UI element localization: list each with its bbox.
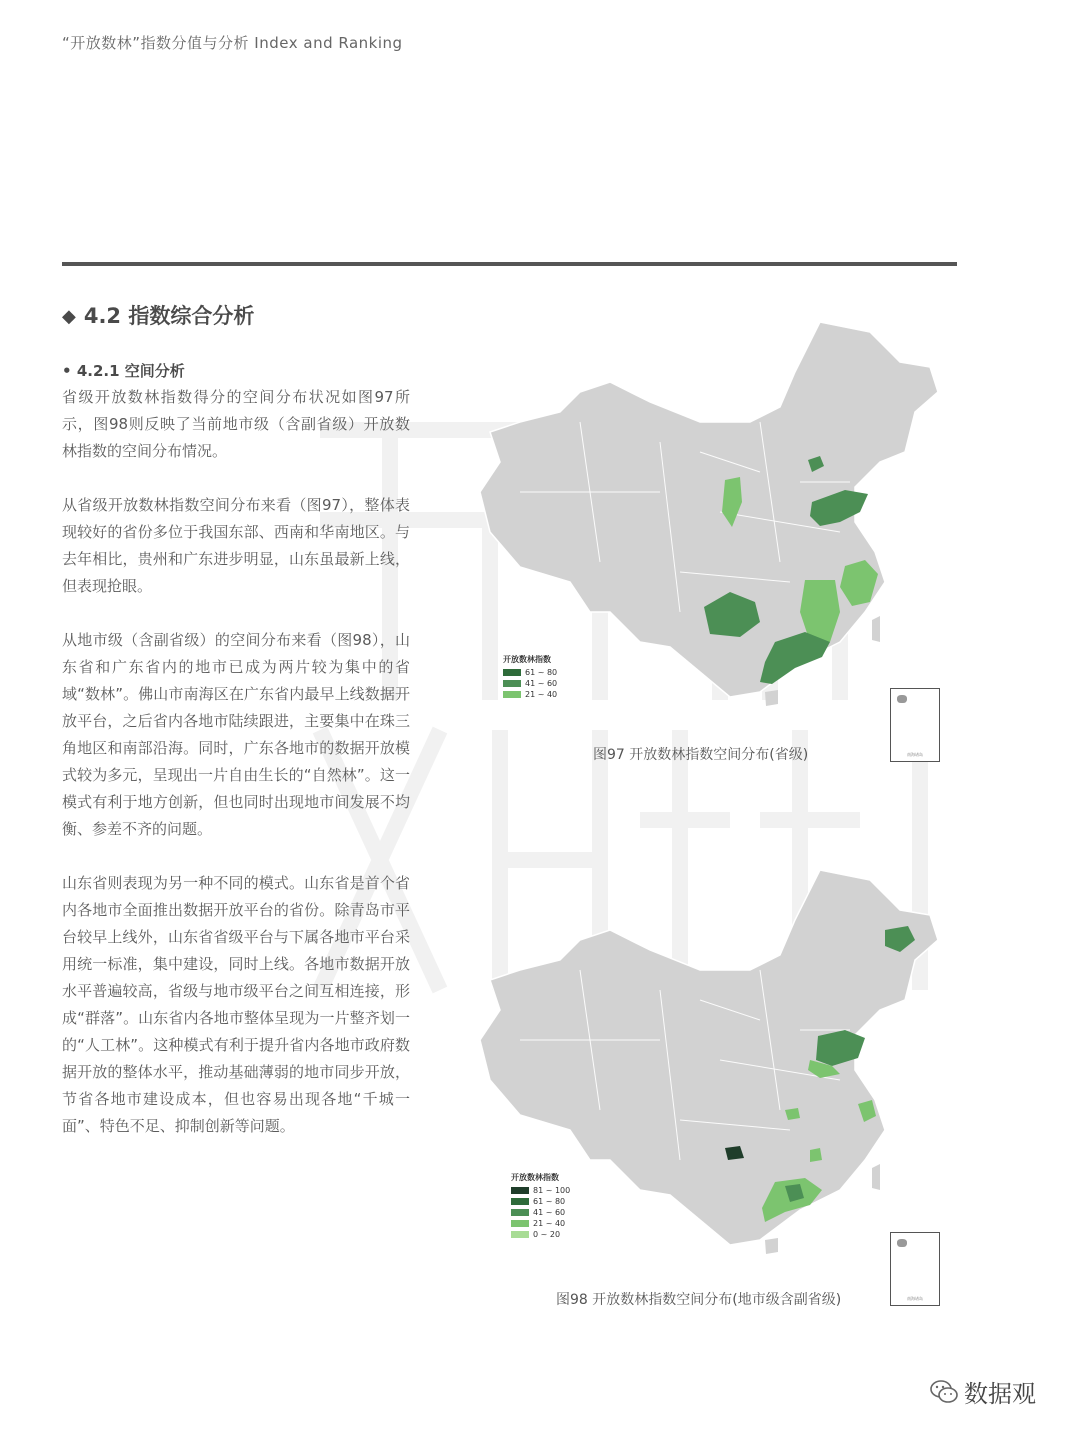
figure-97-caption: 图97 开放数林指数空间分布(省级) (593, 747, 809, 763)
legend-label: 61 ~ 80 (525, 668, 558, 677)
legend-row (503, 689, 557, 700)
legend-swatch (503, 691, 521, 698)
legend-row (503, 678, 557, 689)
paragraph-1: 省级开放数林指数得分的空间分布状况如图97所示，图98则反映了当前地市级（含副省级）开放数林指数的空间分布情况。 (62, 388, 410, 460)
inset-label: 南海诸岛 (907, 752, 923, 757)
city-jiangxi-cities (810, 1148, 822, 1162)
inset-island (897, 1239, 907, 1247)
china-outline (480, 322, 938, 697)
legend-label: 41 ~ 60 (525, 679, 558, 688)
legend-fig98 (511, 1172, 570, 1240)
legend-swatch (511, 1198, 529, 1205)
south-china-sea-inset (890, 1232, 940, 1306)
running-header: “开放数林”指数分值与分析 Index and Ranking (62, 34, 403, 52)
legend-label: 41 ~ 60 (533, 1208, 566, 1217)
legend-swatch (511, 1187, 529, 1194)
legend-row (511, 1207, 570, 1218)
hainan-island (765, 1238, 778, 1254)
legend-swatch (511, 1220, 529, 1227)
bullet-dot-icon: • (62, 362, 77, 380)
legend-row (511, 1218, 570, 1229)
paragraph-4: 山东省则表现为另一种不同的模式。山东省是首个省内各地市全面推出数据开放平台的省份。除青岛市平台较早上线外，山东省省级平台与下属各地市平台采用统一标准，集中建设，同时上线。各地市数据开放水平普遍较高，省级与地市级平台之间互相连接，形成“群落”。山东省内各地市整体呈现为一片整齐划一的“人工林”。这种模式有利于提升省内各地市政府数据开放的整体水平，推动基础薄弱的地市同步开放，节省各地市建设成本，但也容易出现各地“千城一面”、特色不足、抑制创新等问题。 (62, 874, 410, 1135)
legend-label: 21 ~ 40 (525, 690, 558, 699)
legend-swatch (511, 1231, 529, 1238)
legend-label: 61 ~ 80 (533, 1197, 566, 1206)
legend-fig97 (503, 654, 557, 700)
legend-row (511, 1196, 570, 1207)
legend-title: 开放数林指数 (503, 655, 551, 664)
source-badge (930, 1374, 1036, 1409)
legend-label: 21 ~ 40 (533, 1219, 566, 1228)
figure-98-caption: 图98 开放数林指数空间分布(地市级含副省级) (556, 1292, 842, 1308)
source-badge-label: 数据观 (964, 1380, 1036, 1408)
taiwan-island (872, 1164, 880, 1190)
legend-row (511, 1185, 570, 1196)
legend-swatch (503, 680, 521, 687)
province-map (460, 312, 950, 712)
paragraph-2: 从省级开放数林指数空间分布来看（图97），整体表现较好的省份多位于我国东部、西南和华南地区。与去年相比，贵州和广东进步明显，山东虽最新上线，但表现抢眼。 (62, 496, 410, 595)
paragraph-3: 从地市级（含副省级）的空间分布来看（图98），山东省和广东省内的地市已成为两片较为集中的省域“数林”。佛山市南海区在广东省内最早上线数据开放平台，之后省内各地市陆续跟进，主要集中在珠三角地区和南部沿海。同时，广东各地市的数据开放模式较为多元，呈现出一片自由生长的“自然林”。这一模式有利于地方创新，但也同时出现地市间发展不均衡、参差不齐的问题。 (62, 631, 410, 838)
subsection-title-text: 4.2.1 空间分析 (76, 362, 185, 380)
legend-row (503, 667, 557, 678)
legend-row (511, 1229, 570, 1240)
header-divider (62, 262, 957, 266)
legend-label: 81 ~ 100 (533, 1186, 571, 1195)
taiwan-island (872, 616, 880, 642)
subsection-title (62, 360, 185, 381)
inset-island (897, 695, 907, 703)
hainan-island (765, 690, 778, 706)
legend-label: 0 ~ 20 (533, 1230, 561, 1239)
diamond-bullet-icon: ◆ (62, 306, 76, 327)
legend-swatch (511, 1209, 529, 1216)
wechat-icon (930, 1379, 958, 1405)
region-shandong-cities (816, 1030, 865, 1066)
south-china-sea-inset (890, 688, 940, 762)
section-title-text: 4.2 指数综合分析 (83, 304, 255, 328)
section-title (62, 300, 254, 330)
legend-swatch (503, 669, 521, 676)
inset-label: 南海诸岛 (907, 1296, 923, 1301)
body-text (62, 384, 410, 1167)
legend-title: 开放数林指数 (511, 1173, 559, 1182)
